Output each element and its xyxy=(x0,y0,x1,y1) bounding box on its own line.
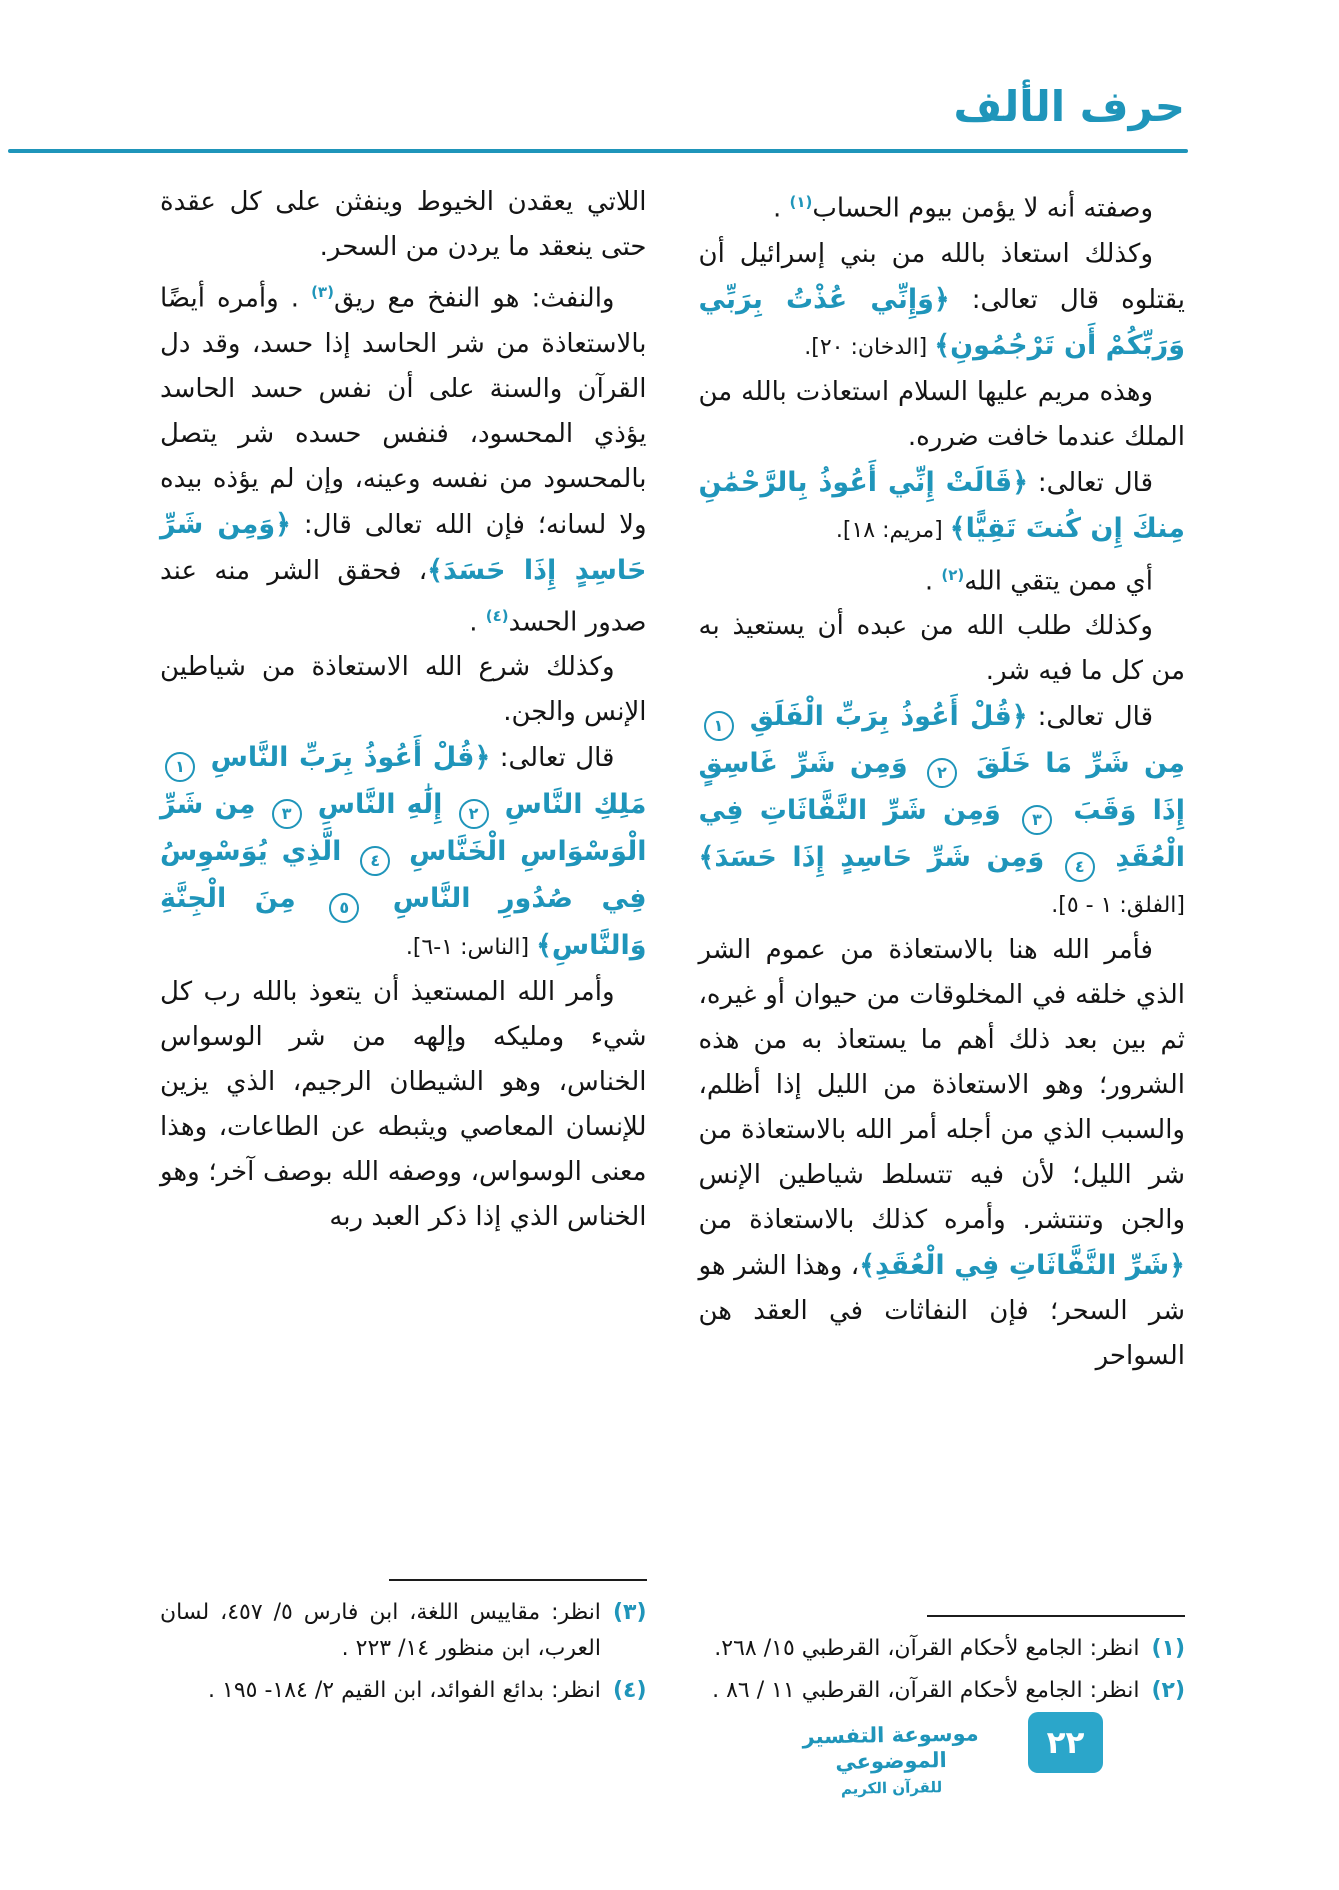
paragraph xyxy=(160,735,647,970)
quran-verse: ﴿قُلْ أَعُوذُ بِرَبِّ الْفَلَقِ xyxy=(738,701,1028,733)
footnote-text: انظر: الجامع لأحكام القرآن، القرطبي ١٥/ ٢٦٨. xyxy=(714,1636,1140,1661)
column-left-footnotes xyxy=(160,1571,647,1715)
body-text: ، فحقق الشر منه عند صدور الحسد xyxy=(160,555,647,638)
paragraph xyxy=(699,604,1186,694)
quran-verse: مِن شَرِّ الْوَسْوَاسِ الْخَنَّاسِ xyxy=(160,789,647,868)
paragraph xyxy=(699,928,1186,1379)
ayah-number: ٢ xyxy=(927,758,957,788)
ayah-number: ٥ xyxy=(329,893,359,923)
footnotes-separator xyxy=(389,1579,647,1581)
body-text: قال تعالى: xyxy=(1028,467,1153,498)
column-left xyxy=(160,180,647,1715)
page-number-badge: ٢٢ xyxy=(1028,1712,1103,1773)
quran-verse: وَمِن شَرِّ النَّفَّاثَاتِ فِي الْعُقَدِ xyxy=(698,795,1185,874)
body-text: وهذه مريم عليها السلام استعاذت بالله من الملك عندما خافت ضرره. xyxy=(698,376,1185,452)
body-text: . xyxy=(469,607,486,638)
body-text: . xyxy=(924,566,942,597)
quran-verse: الَّذِي يُوَسْوِسُ فِي صُدُورِ النَّاسِ xyxy=(160,836,647,915)
verse-citation: [الناس: ١-٦]. xyxy=(405,935,537,961)
column-left-body xyxy=(160,180,647,1240)
ayah-number: ١ xyxy=(704,711,734,741)
footnote-ref: (٣) xyxy=(311,283,334,301)
quran-verse: ﴿قَالَتْ إِنِّي أَعُوذُ بِالرَّحْمَٰنِ مِنكَ إِن كُنتَ تَقِيًّا﴾ xyxy=(698,466,1185,544)
column-right-footnotes xyxy=(699,1607,1186,1715)
page-content xyxy=(160,180,1185,1715)
body-text: قال تعالى: xyxy=(490,743,615,774)
verse-citation: [مريم: ١٨]. xyxy=(835,517,950,543)
body-text: أي ممن يتقي الله xyxy=(964,566,1153,597)
footnote xyxy=(699,1631,1186,1667)
paragraph xyxy=(699,460,1186,553)
body-text: وصفته أنه لا يؤمن بيوم الحساب xyxy=(812,193,1153,224)
column-right xyxy=(699,180,1186,1715)
paragraph xyxy=(160,645,647,735)
verse-citation: [الدخان: ٢٠]. xyxy=(804,334,935,360)
footnote-marker: (٢) xyxy=(1151,1678,1185,1703)
ayah-number: ٤ xyxy=(360,846,390,876)
quran-verse: مِن شَرِّ مَا خَلَقَ xyxy=(961,748,1185,780)
paragraph xyxy=(699,694,1186,928)
body-text: قال تعالى: xyxy=(1027,702,1153,733)
body-text: وكذلك استعاذ بالله من بني إسرائيل أن يقتلوه قال تعالى: xyxy=(698,238,1185,315)
column-right-body xyxy=(699,180,1186,1379)
ayah-number: ٤ xyxy=(1065,852,1095,882)
body-text: . وأمره أيضًا بالاستعاذة من شر الحاسد إذا حسد، وقد دل القرآن والسنة على أن نفس حسد الحاسد يؤذي المحسود، فنفس حسده شر يتصل بالمحسود من نفسه وعينه، وإن لم يؤذه بيده ولا لسانه؛ فإن الله تعالى قال: xyxy=(160,283,647,540)
paragraph xyxy=(699,370,1186,460)
body-text: ، وهذا الشر هو شر السحر؛ فإن النفاثات في العقد هن السواحر xyxy=(698,1251,1185,1372)
header-divider xyxy=(8,149,1188,153)
paragraph xyxy=(699,553,1186,605)
footnote-marker: (٤) xyxy=(612,1678,647,1703)
quran-verse: ﴿قُلْ أَعُوذُ بِرَبِّ النَّاسِ xyxy=(200,742,491,774)
publisher-logo xyxy=(797,1720,984,1798)
quran-verse: مِنَ الْجِنَّةِ وَالنَّاسِ﴾ xyxy=(160,883,647,962)
footnote-marker: (١) xyxy=(1151,1636,1185,1661)
body-text: وكذلك شرع الله الاستعاذة من شياطين الإنس والجن. xyxy=(160,652,647,728)
paragraph xyxy=(699,232,1186,370)
quran-verse: مَلِكِ النَّاسِ xyxy=(493,789,647,821)
footnote-text: انظر: بدائع الفوائد، ابن القيم ٢/ ١٨٤- ١٩٥ . xyxy=(208,1678,601,1703)
quran-verse: وَمِن شَرِّ حَاسِدٍ إِذَا حَسَدَ﴾ xyxy=(698,842,1060,874)
body-text: اللاتي يعقدن الخيوط وينفثن على كل عقدة حتى ينعقد ما يردن من السحر. xyxy=(160,187,647,262)
footnotes-list xyxy=(699,1631,1186,1709)
footnote-ref: (٤) xyxy=(485,606,509,625)
paragraph xyxy=(160,970,647,1240)
body-text: وأمر الله المستعيذ أن يتعوذ بالله رب كل شيء ومليكه وإلهه من شر الوسواس الخناس، وهو الشيطان الرجيم، الذي يزين للإنسان المعاصي ويثبطه عن الطاعات، وهذا معنى الوسواس، ووصفه الله بوصف آخر؛ وهو الخناس الذي إذا ذكر العبد ربه xyxy=(160,977,647,1233)
footnotes-list xyxy=(160,1595,647,1709)
ayah-number: ٣ xyxy=(1022,805,1052,835)
publisher-logo-title: موسوعة التفسير الموضوعي xyxy=(802,1721,979,1775)
quran-verse: ﴿شَرِّ النَّفَّاثَاتِ فِي الْعُقَدِ﴾ xyxy=(859,1250,1185,1282)
quran-verse: ﴿وَإِنِّي عُذْتُ بِرَبِّي وَرَبِّكُمْ أَن تَرْجُمُونِ﴾ xyxy=(698,283,1185,361)
ayah-number: ٣ xyxy=(272,799,302,829)
footnote xyxy=(699,1673,1186,1709)
quran-verse: إِلَٰهِ النَّاسِ xyxy=(306,789,454,821)
quran-verse: ﴿وَمِن شَرِّ حَاسِدٍ إِذَا حَسَدَ﴾ xyxy=(160,508,647,586)
footnote-ref: (٢) xyxy=(941,565,965,584)
footnotes-separator xyxy=(927,1615,1185,1617)
quran-verse: وَمِن شَرِّ غَاسِقٍ إِذَا وَقَبَ xyxy=(698,748,1185,827)
publisher-logo-subtitle: للقرآن الكريم xyxy=(840,1777,943,1798)
footnote xyxy=(160,1595,647,1667)
footnote-text: انظر: الجامع لأحكام القرآن، القرطبي ١١ / ٨٦ . xyxy=(712,1678,1140,1703)
ayah-number: ١ xyxy=(165,752,195,782)
body-text: والنفث: هو النفخ مع ريق xyxy=(333,283,615,314)
footnote-ref: (١) xyxy=(789,193,813,211)
ayah-number: ٢ xyxy=(459,799,489,829)
verse-citation: [الفلق: ١ - ٥]. xyxy=(1051,893,1185,919)
footnote xyxy=(160,1673,647,1709)
paragraph xyxy=(160,180,647,270)
paragraph xyxy=(699,180,1186,232)
body-text: وكذلك طلب الله من عبده أن يستعيذ به من كل ما فيه شر. xyxy=(698,611,1185,687)
footnote-marker: (٣) xyxy=(612,1600,647,1625)
paragraph xyxy=(160,270,647,645)
chapter-title: حرف الألف xyxy=(953,82,1185,131)
body-text: فأمر الله هنا بالاستعاذة من عموم الشر الذي خلقه في المخلوقات من حيوان أو غيره، ثم بين بعد ذلك أهم ما يستعاذ به من هذه الشرور؛ وهو الاستعاذة من الليل إذا أظلم، والسبب الذي من أجله أمر الله بالاستعاذة من شر الليل؛ لأن فيه تتسلط شياطين الإنس والجن وتنتشر. وأمره كذلك بالاستعاذة من xyxy=(698,935,1185,1236)
body-text: . xyxy=(772,193,790,224)
footnote-text: انظر: مقاييس اللغة، ابن فارس ٥/ ٤٥٧، لسان العرب، ابن منظور ١٤/ ٢٢٣ . xyxy=(160,1600,601,1661)
